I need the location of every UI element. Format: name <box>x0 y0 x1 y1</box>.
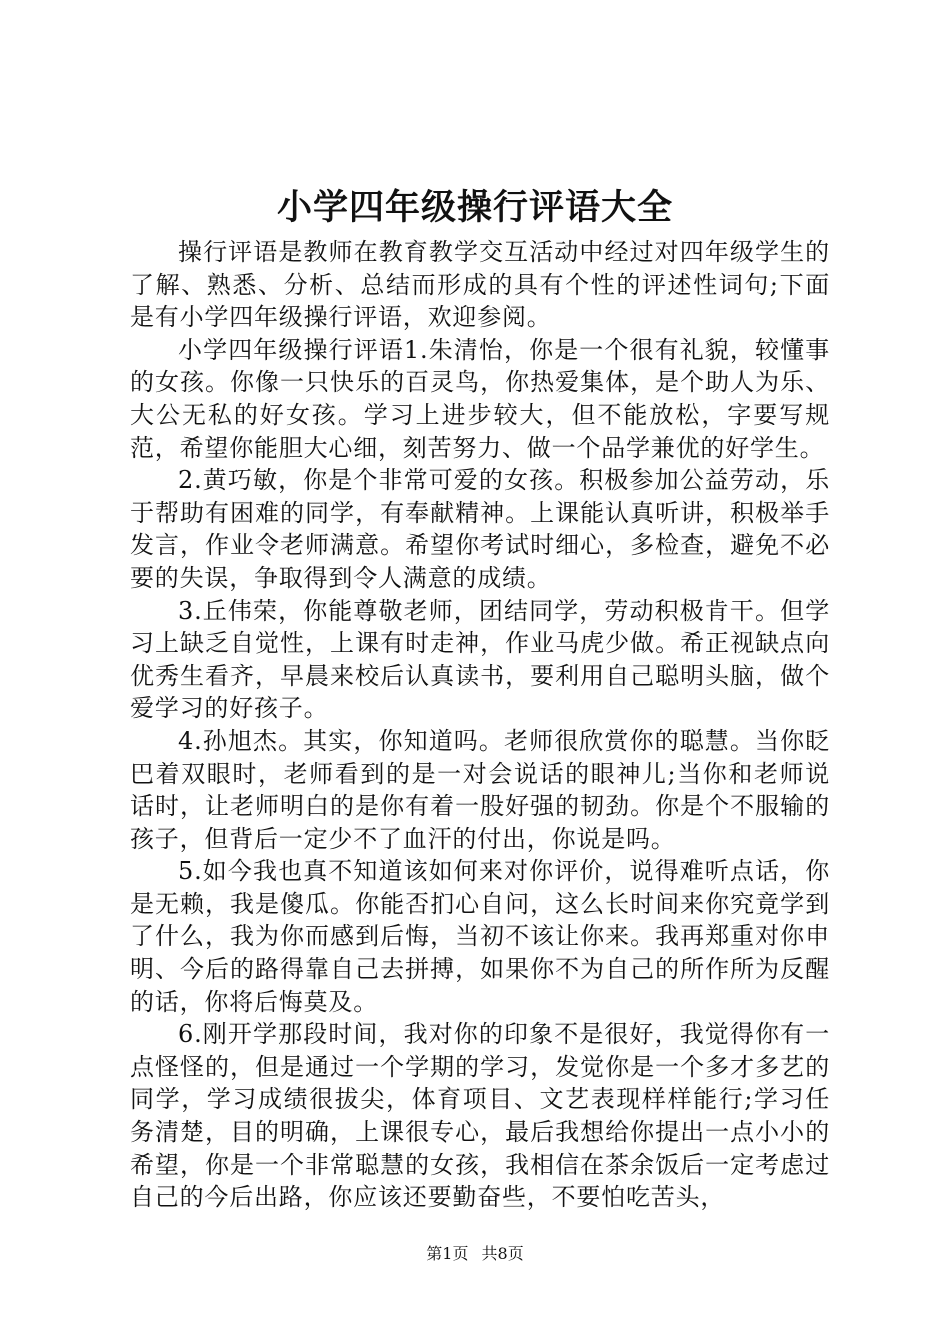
paragraph-comment-1: 小学四年级操行评语1.朱清怡，你是一个很有礼貌，较懂事的女孩。你像一只快乐的百灵鸟，你热爱集体，是个助人为乐、大公无私的好女孩。学习上进步较大，但不能放松，字要写规范，希望你能胆大心细，刻苦努力、做一个品学兼优的好学生。 <box>130 335 830 462</box>
document-title: 小学四年级操行评语大全 <box>276 187 673 228</box>
paragraph-comment-3: 3.丘伟荣，你能尊敬老师，团结同学，劳动积极肯干。但学习上缺乏自觉性，上课有时走神，作业马虎少做。希正视缺点向优秀生看齐，早晨来校后认真读书，要利用自己聪明头脑，做个爱学习的好孩子。 <box>130 596 830 723</box>
document-body <box>130 236 830 1214</box>
paragraph-comment-4: 4.孙旭杰。其实，你知道吗。老师很欣赏你的聪慧。当你眨巴着双眼时，老师看到的是一对会说话的眼神儿;当你和老师说话时，让老师明白的是你有着一股好强的韧劲。你是个不服输的孩子，但背后一定少不了血汗的付出，你说是吗。 <box>130 726 830 853</box>
paragraph-intro: 操行评语是教师在教育教学交互活动中经过对四年级学生的了解、熟悉、分析、总结而形成的具有个性的评述性词句;下面是有小学四年级操行评语，欢迎参阅。 <box>130 238 830 332</box>
paragraph-comment-2: 2.黄巧敏，你是个非常可爱的女孩。积极参加公益劳动，乐于帮助有困难的同学，有奉献精神。上课能认真听讲，积极举手发言，作业令老师满意。希望你考试时细心，多检查，避免不必要的失误，争取得到令人满意的成绩。 <box>130 466 830 592</box>
page-footer <box>0 1244 950 1264</box>
paragraph-comment-5: 5.如今我也真不知道该如何来对你评价，说得难听点话，你是无赖，我是傻瓜。你能否扪心自问，这么长时间来你究竟学到了什么，我为你而感到后悔，当初不该让你来。我再郑重对你申明、今后的路得靠自己去拼搏，如果你不为自己的所作所为反醒的话，你将后悔莫及。 <box>130 857 830 1016</box>
page-number-current: 第1页 <box>426 1244 469 1263</box>
page-number-total: 共8页 <box>481 1244 524 1263</box>
paragraph-comment-6: 6.刚开学那段时间，我对你的印象不是很好，我觉得你有一点怪怪的，但是通过一个学期的学习，发觉你是一个多才多艺的同学，学习成绩很拔尖，体育项目、文艺表现样样能行;学习任务清楚，目的明确，上课很专心，最后我想给你提出一点小小的希望，你是一个非常聪慧的女孩，我相信在茶余饭后一定考虑过自己的今后出路，你应该还要勤奋些，不要怕吃苦头， <box>130 1020 830 1212</box>
